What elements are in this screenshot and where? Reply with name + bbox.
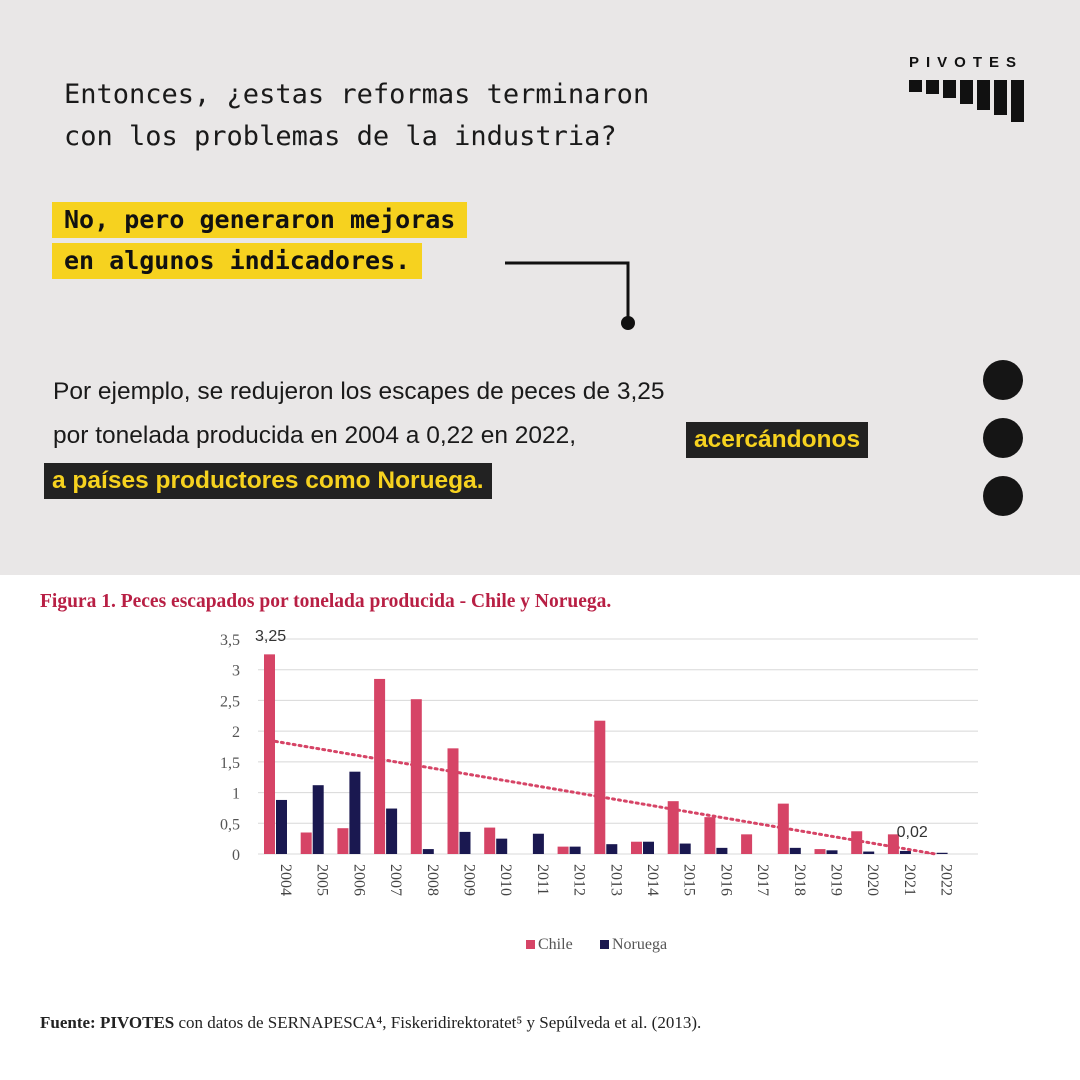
bar-chile-2012 <box>558 847 569 854</box>
bar-chart <box>0 575 1080 980</box>
x-tick-label: 2022 <box>937 864 955 896</box>
y-axis-labels <box>220 632 240 864</box>
bar-noruega-2006 <box>349 772 360 854</box>
bar-chile-2007 <box>374 679 385 854</box>
source-label: Fuente: <box>40 1013 96 1032</box>
legend-label-chile: Chile <box>538 936 573 953</box>
bar-noruega-2004 <box>276 800 287 854</box>
y-tick-label: 1,5 <box>220 754 240 772</box>
source-note <box>40 1013 701 1033</box>
bar-noruega-2015 <box>680 844 691 854</box>
bar-noruega-2008 <box>423 849 434 854</box>
bar-noruega-2010 <box>496 839 507 854</box>
x-tick-label: 2008 <box>423 864 441 896</box>
bar-chile-2019 <box>815 849 826 854</box>
data-label-2022: 0,02 <box>896 824 928 841</box>
body-highlight-2: a países productores como Noruega. <box>44 463 492 499</box>
body-line-2: por tonelada producida en 2004 a 0,22 en 2022, <box>53 422 577 449</box>
bar-noruega-2005 <box>313 785 324 854</box>
y-tick-label: 1 <box>232 785 240 803</box>
bar-chile-2009 <box>448 748 459 854</box>
bar-noruega-2020 <box>863 852 874 854</box>
x-tick-label: 2014 <box>644 864 661 896</box>
question-line-2: con los problemas de la industria? <box>64 121 617 152</box>
chart-title: Figura 1. Peces escapados por tonelada producida - Chile y Noruega. <box>40 591 612 612</box>
bar-noruega-2014 <box>643 842 654 854</box>
bar-noruega-2011 <box>533 834 544 854</box>
x-tick-label: 2004 <box>277 864 294 896</box>
bar-chile-2017 <box>741 834 752 854</box>
more-dot-2 <box>983 418 1023 458</box>
source-org: PIVOTES <box>99 1013 175 1032</box>
legend-label-noruega: Noruega <box>612 936 668 953</box>
question-line-1: Entonces, ¿estas reformas terminaron <box>64 79 650 110</box>
x-axis-labels <box>277 864 955 896</box>
x-tick-label: 2020 <box>864 864 882 896</box>
x-tick-label: 2017 <box>754 864 772 896</box>
bar-noruega-2021 <box>900 851 911 854</box>
y-tick-label: 2,5 <box>220 693 240 711</box>
x-tick-label: 2021 <box>900 864 918 896</box>
bar-noruega-2013 <box>606 844 617 854</box>
x-tick-label: 2006 <box>350 864 368 896</box>
bar-chile-2005 <box>301 833 312 855</box>
connector-dot <box>621 316 635 330</box>
answer-line-2: en algunos indicadores. <box>52 243 422 279</box>
x-tick-label: 2010 <box>497 864 515 896</box>
y-tick-label: 2 <box>232 724 240 742</box>
chart-bars <box>264 654 948 854</box>
x-tick-label: 2018 <box>790 864 808 896</box>
x-tick-label: 2009 <box>460 864 478 896</box>
x-tick-label: 2013 <box>607 864 625 896</box>
x-tick-label: 2016 <box>717 864 735 896</box>
x-tick-label: 2019 <box>827 864 845 896</box>
x-tick-label: 2012 <box>570 864 588 896</box>
bar-noruega-2016 <box>716 848 727 854</box>
body-highlight-1: acercándonos <box>686 422 868 458</box>
bar-noruega-2019 <box>827 850 838 854</box>
x-tick-label: 2015 <box>680 864 698 896</box>
y-tick-label: 0 <box>232 847 240 864</box>
data-label-2004: 3,25 <box>255 628 287 645</box>
bar-chile-2004 <box>264 654 275 854</box>
brand-wordmark: PIVOTES <box>909 54 1024 71</box>
bar-chile-2008 <box>411 699 422 854</box>
source-text: con datos de SERNAPESCA⁴, Fiskeridirektoratet⁵ y Sepúlveda et al. (2013). <box>178 1013 702 1032</box>
x-tick-label: 2007 <box>387 864 405 896</box>
x-tick-label: 2011 <box>533 864 551 896</box>
y-tick-label: 3,5 <box>220 632 240 649</box>
x-tick-label: 2005 <box>313 864 331 896</box>
y-tick-label: 3 <box>232 662 240 680</box>
bar-chile-2013 <box>594 721 605 854</box>
y-tick-label: 0,5 <box>220 816 240 834</box>
bar-chile-2010 <box>484 828 495 854</box>
more-dot-1 <box>983 360 1023 400</box>
bar-noruega-2012 <box>570 847 581 854</box>
legend-swatch-noruega <box>600 940 609 949</box>
bar-chile-2016 <box>704 817 715 854</box>
chart-legend <box>526 936 667 953</box>
bar-noruega-2022 <box>937 853 948 854</box>
more-dot-3 <box>983 476 1023 516</box>
body-line-1: Por ejemplo, se redujeron los escapes de peces de 3,25 <box>53 378 665 405</box>
legend-swatch-chile <box>526 940 535 949</box>
chart-grid <box>258 639 978 854</box>
bar-noruega-2009 <box>460 832 471 854</box>
bar-chile-2006 <box>337 828 348 854</box>
bar-noruega-2018 <box>790 848 801 854</box>
bar-noruega-2007 <box>386 809 397 854</box>
answer-line-1: No, pero generaron mejoras <box>52 202 467 238</box>
bar-chile-2014 <box>631 842 642 854</box>
